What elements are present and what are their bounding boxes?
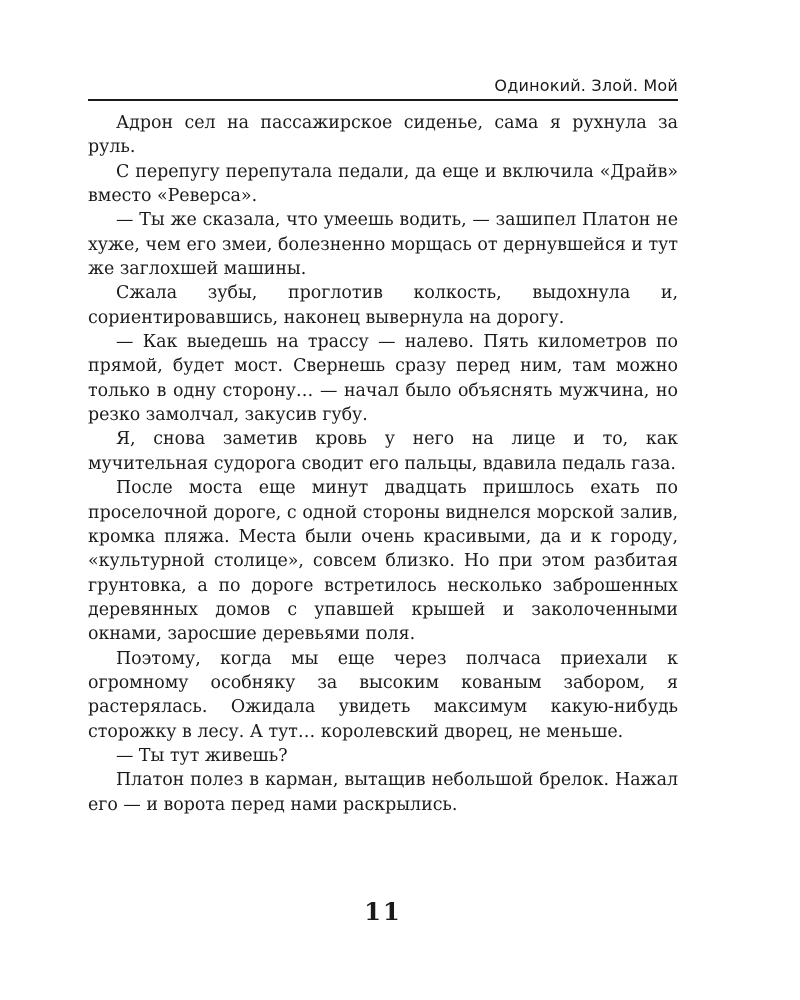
paragraph: Я, снова заметив кровь у него на лице и то, как мучительная судорога сводит его пальцы, вдавила педаль газа. bbox=[88, 429, 678, 474]
running-head-title: Одинокий. Злой. Мой bbox=[494, 76, 678, 95]
paragraph: После моста еще минут двадцать пришлось ехать по проселочной дороге, с одной стороны виднелся морской залив, кромка пляжа. Места были очень красивыми, да и к городу, «культурной столице», совсем близко. Но при этом разбитая грунтовка, а по дороге встретилось несколько заброшенных деревянных домов с упавшей крышей и заколоченными окнами, заросшие деревьями поля. bbox=[88, 478, 678, 645]
paragraph: Платон полез в карман, вытащив небольшой брелок. Нажал его — и ворота перед нами раскрылись. bbox=[88, 770, 678, 815]
paragraph: Адрон сел на пассажирское сиденье, сама я рухнула за руль. bbox=[88, 113, 678, 158]
paragraph: — Ты тут живешь? bbox=[116, 745, 288, 766]
page-number: 11 bbox=[364, 897, 402, 926]
paragraph: — Ты же сказала, что умеешь водить, — зашипел Платон не хуже, чем его змеи, болезненно морщась от дернувшейся и тут же заглохшей машины. bbox=[88, 210, 678, 280]
paragraph: Поэтому, когда мы еще через полчаса приехали к огромному особняку за высоким кованым забором, я растерялась. Ожидала увидеть максимум какую-нибудь сторожку в лесу. А тут… королевский дворец, не меньше. bbox=[88, 648, 678, 742]
header-rule bbox=[88, 99, 678, 101]
body-text bbox=[88, 111, 678, 817]
paragraph: С перепугу перепутала педали, да еще и включила «Драйв» вместо «Реверса». bbox=[88, 161, 678, 207]
paragraph: — Как выедешь на трассу — налево. Пять километров по прямой, будет мост. Свернешь сразу перед ним, там можно только в одну сторону… — начал было объяснять мужчина, но резко замолчал, закусив губу. bbox=[88, 332, 678, 426]
paragraph: Сжала зубы, проглотив колкость, выдохнула и, сориентировавшись, наконец вывернула на дорогу. bbox=[88, 283, 678, 328]
